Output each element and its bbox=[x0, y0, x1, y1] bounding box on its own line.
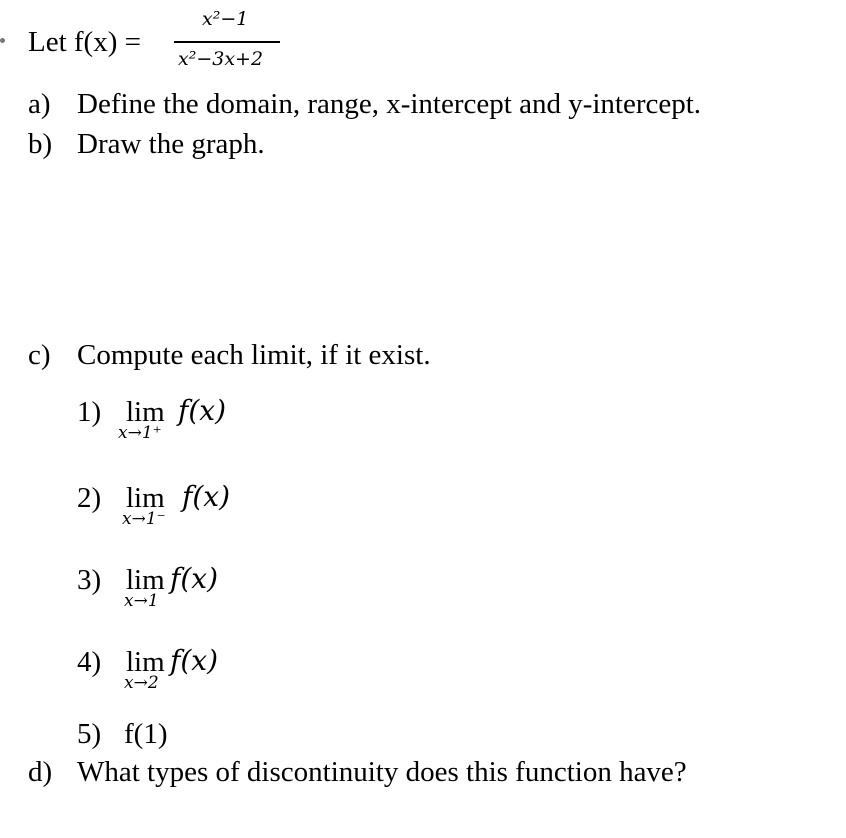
fraction-bar bbox=[174, 41, 280, 43]
value-item-marker: 5) bbox=[77, 718, 102, 750]
limit-4-word: lim bbox=[126, 646, 165, 678]
limit-2-subscript: x→1⁻ bbox=[122, 509, 166, 529]
value-item-text: f(1) bbox=[124, 718, 168, 750]
limit-3-subscript: x→1 bbox=[124, 591, 159, 611]
limit-4-marker: 4) bbox=[77, 646, 102, 678]
limit-2-word: lim bbox=[126, 482, 165, 514]
fraction-denominator: x²−3x+2 bbox=[178, 48, 264, 70]
part-d-text: What types of discontinuity does this function have? bbox=[77, 756, 687, 788]
problem-intro: Let f(x) = bbox=[28, 26, 141, 58]
limit-3-marker: 3) bbox=[77, 564, 102, 596]
list-bullet-marker bbox=[0, 38, 5, 43]
limit-2-marker: 2) bbox=[77, 482, 102, 514]
part-a-text: Define the domain, range, x-intercept and y-intercept. bbox=[77, 88, 702, 120]
limit-1-subscript: x→1⁺ bbox=[118, 423, 162, 443]
part-b-text: Draw the graph. bbox=[77, 128, 265, 160]
limit-4-subscript: x→2 bbox=[124, 673, 159, 693]
limit-2-expression: f(x) bbox=[182, 480, 231, 513]
limit-4-expression: f(x) bbox=[170, 644, 219, 677]
part-b-marker: b) bbox=[28, 128, 53, 160]
limit-1-word: lim bbox=[126, 396, 165, 428]
part-c-marker: c) bbox=[28, 339, 51, 371]
part-a-marker: a) bbox=[28, 88, 51, 120]
fraction-numerator: x²−1 bbox=[202, 8, 249, 30]
part-c-text: Compute each limit, if it exist. bbox=[77, 339, 431, 371]
limit-1-marker: 1) bbox=[77, 396, 102, 428]
limit-3-expression: f(x) bbox=[170, 562, 219, 595]
limit-3-word: lim bbox=[126, 564, 165, 596]
limit-1-expression: f(x) bbox=[178, 394, 227, 427]
part-d-marker: d) bbox=[28, 756, 53, 788]
function-fraction bbox=[170, 6, 282, 76]
